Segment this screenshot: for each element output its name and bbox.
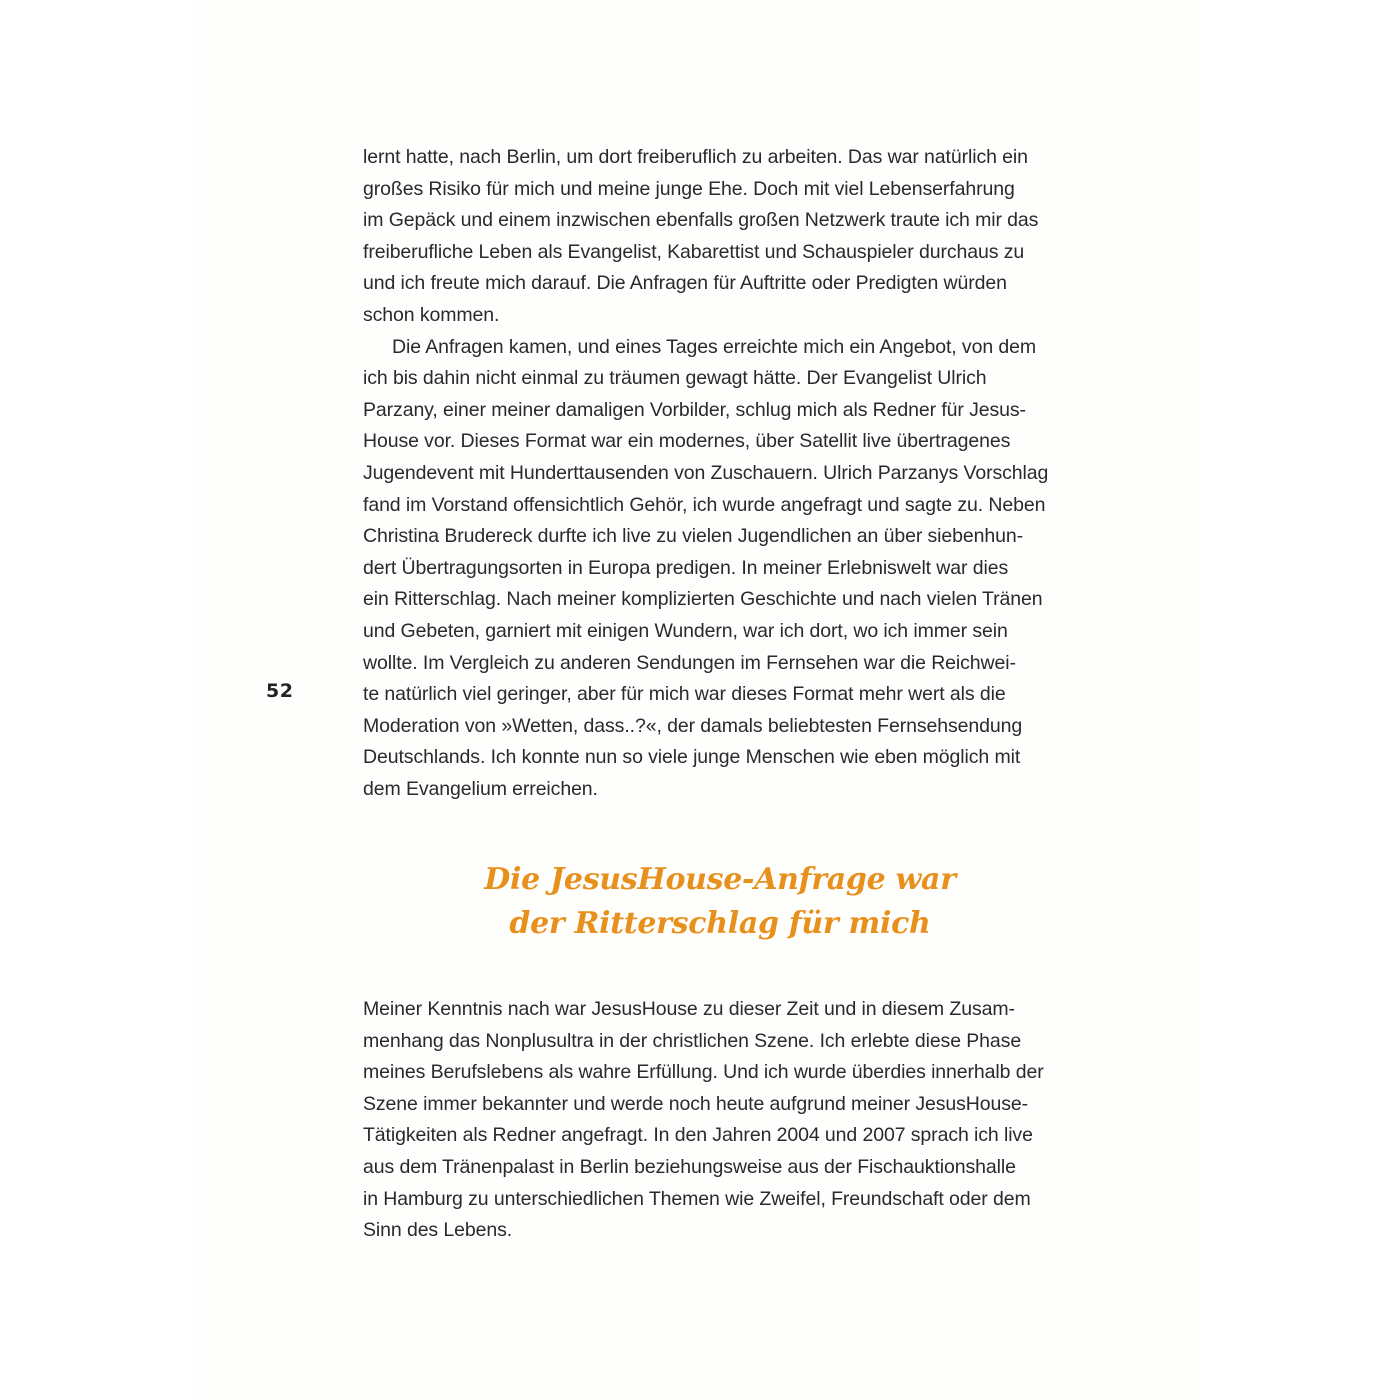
text-line: freiberufliche Leben als Evangelist, Kabarettist und Schauspieler durchaus zu xyxy=(363,240,1025,263)
body-text-top xyxy=(363,142,1083,805)
pull-quote xyxy=(380,858,1060,946)
text-line: großes Risiko für mich und meine junge Ehe. Doch mit viel Lebenserfahrung xyxy=(363,177,1015,200)
text-line: meines Berufslebens als wahre Erfüllung. Und ich wurde überdies innerhalb der xyxy=(363,1061,1044,1084)
text-line: Moderation von »Wetten, dass..?«, der damals beliebtesten Fernsehsendung xyxy=(363,714,1023,737)
text-line: Meiner Kenntnis nach war JesusHouse zu dieser Zeit und in diesem Zusam- xyxy=(363,998,1015,1020)
text-line: Szene immer bekannter und werde noch heute aufgrund meiner JesusHouse- xyxy=(363,1092,1029,1115)
text-line: Parzany, einer meiner damaligen Vorbilder, schlug mich als Redner für Jesus- xyxy=(363,398,1026,421)
text-line: Christina Brudereck durfte ich live zu vielen Jugendlichen an über siebenhun- xyxy=(363,525,1024,548)
text-line: dem Evangelium erreichen. xyxy=(363,777,598,800)
paragraph-3 xyxy=(363,994,1083,1247)
text-line: Jugendevent mit Hunderttausenden von Zuschauern. Ulrich Parzanys Vorschlag xyxy=(363,461,1049,484)
text-line: in Hamburg zu unterschiedlichen Themen wie Zweifel, Freundschaft oder dem xyxy=(363,1187,1031,1210)
text-line: und ich freute mich darauf. Die Anfragen für Auftritte oder Predigten würden xyxy=(363,272,1007,295)
text-line: schon kommen. xyxy=(363,303,500,326)
text-line: Tätigkeiten als Redner angefragt. In den Jahren 2004 und 2007 sprach ich live xyxy=(363,1124,1033,1147)
text-line: und Gebeten, garniert mit einigen Wundern, war ich dort, wo ich immer sein xyxy=(363,619,1008,642)
body-text-bottom xyxy=(363,994,1083,1247)
text-line: wollte. Im Vergleich zu anderen Sendungen im Fernsehen war die Reichwei- xyxy=(363,651,1016,674)
text-line: Deutschlands. Ich konnte nun so viele junge Menschen wie eben möglich mit xyxy=(363,746,1021,769)
text-line: lernt hatte, nach Berlin, um dort freiberuflich zu arbeiten. Das war natürlich ein xyxy=(363,146,1028,168)
text-line: House vor. Dieses Format war ein modernes, über Satellit live übertragenes xyxy=(363,430,1011,453)
text-line: ein Ritterschlag. Nach meiner komplizierten Geschichte und nach vielen Tränen xyxy=(363,588,1043,611)
pull-quote-line-1: Die JesusHouse-Anfrage war xyxy=(484,862,956,897)
text-line: Sinn des Lebens. xyxy=(363,1219,513,1242)
page-number: 52 xyxy=(266,680,294,702)
paragraph-2 xyxy=(363,332,1083,806)
text-line: te natürlich viel geringer, aber für mich war dieses Format mehr wert als die xyxy=(363,683,1006,706)
pull-quote-line-2: der Ritterschlag für mich xyxy=(509,906,931,941)
text-line: menhang das Nonplusultra in der christlichen Szene. Ich erlebte diese Phase xyxy=(363,1029,1022,1052)
text-line: dert Übertragungsorten in Europa predigen. In meiner Erlebniswelt war dies xyxy=(363,556,1009,579)
text-line: ich bis dahin nicht einmal zu träumen gewagt hätte. Der Evangelist Ulrich xyxy=(363,367,987,390)
text-line: Die Anfragen kamen, und eines Tages erreichte mich ein Angebot, von dem xyxy=(392,335,1037,358)
text-line: fand im Vorstand offensichtlich Gehör, ich wurde angefragt und sagte zu. Neben xyxy=(363,493,1046,516)
text-line: im Gepäck und einem inzwischen ebenfalls großen Netzwerk traute ich mir das xyxy=(363,209,1039,232)
paragraph-1 xyxy=(363,142,1083,332)
text-line: aus dem Tränenpalast in Berlin beziehungsweise aus der Fischauktionshalle xyxy=(363,1155,1016,1178)
